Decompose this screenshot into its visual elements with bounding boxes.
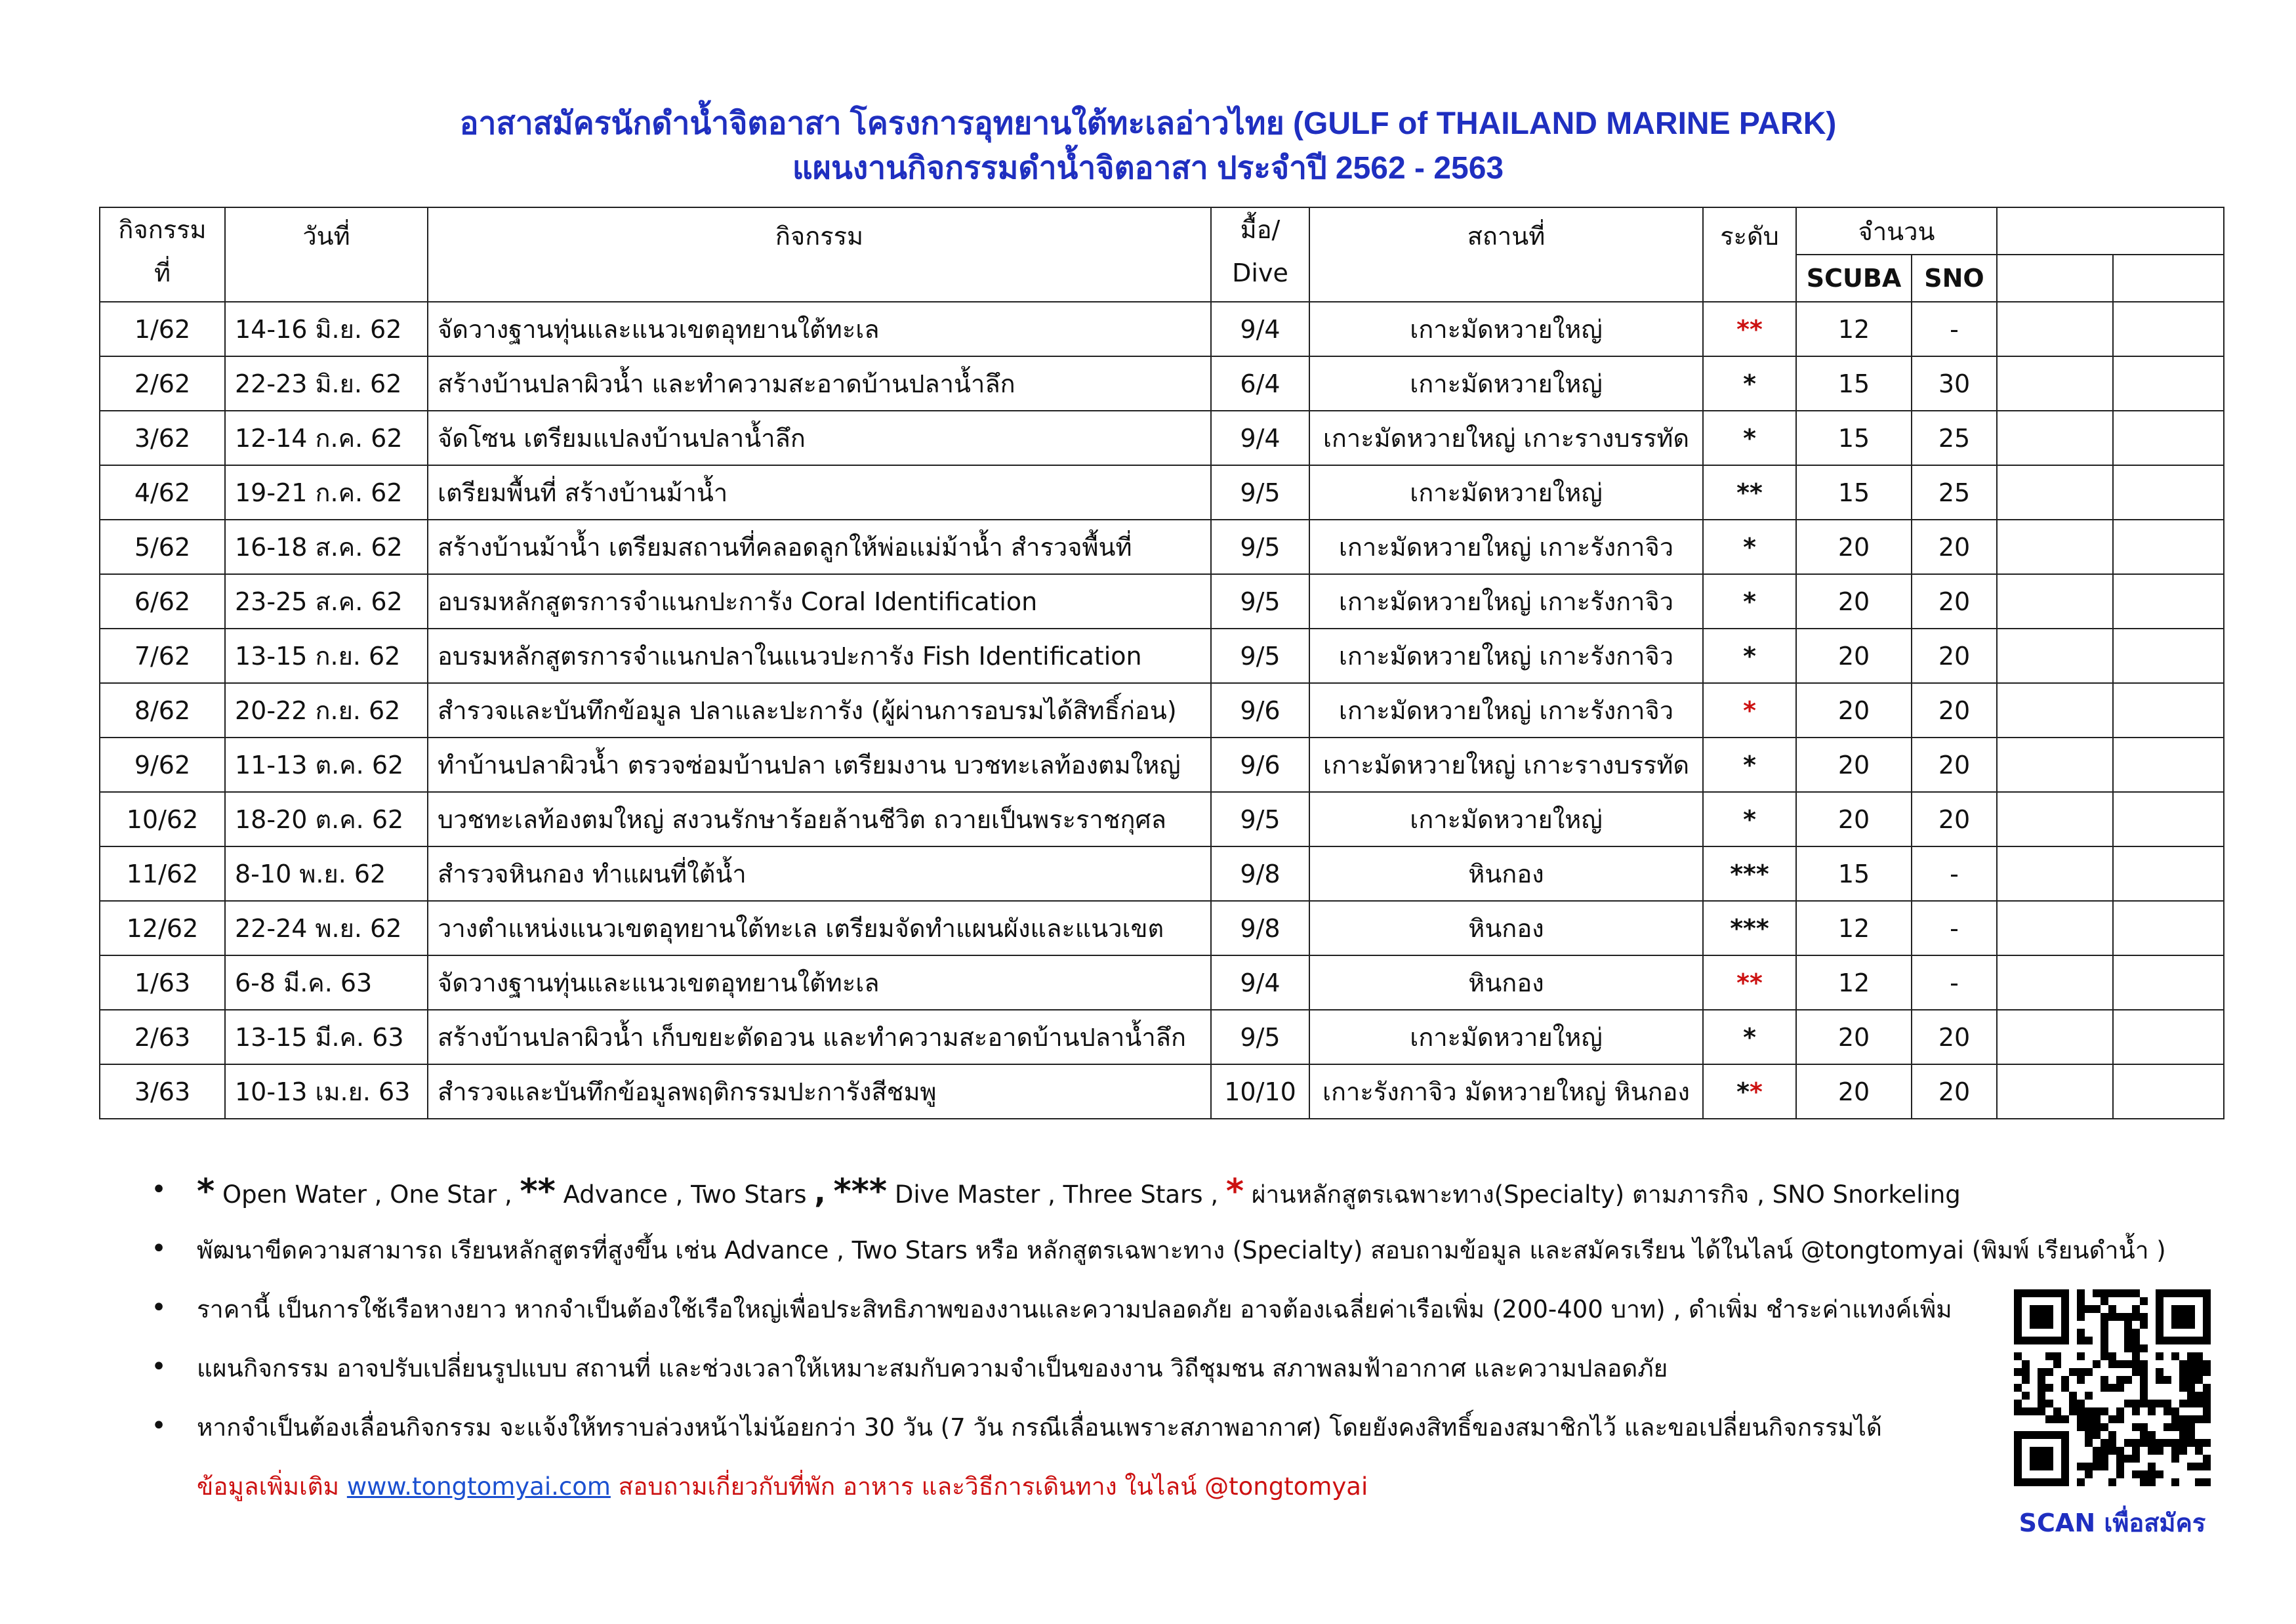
table-row: [100, 574, 2224, 629]
table-row: [100, 955, 2224, 1010]
cell-place: เกาะมัดหวายใหญ่ เกาะรางบรรทัด: [1309, 738, 1703, 792]
qr-code-icon[interactable]: [2014, 1289, 2211, 1486]
cell-level: [1703, 683, 1796, 738]
cell-no: 1/62: [100, 302, 225, 356]
level-stars: *: [1743, 587, 1756, 616]
cell-level: [1703, 955, 1796, 1010]
header-level: ระดับ: [1703, 207, 1796, 302]
level-stars-specialty: *: [1750, 1077, 1763, 1106]
cell-level: [1703, 1010, 1796, 1064]
cell-scuba: 20: [1796, 738, 1912, 792]
cell-no: 3/62: [100, 411, 225, 465]
cell-place: เกาะมัดหวายใหญ่: [1309, 1010, 1703, 1064]
note-training: พัฒนาขีดความสามารถ เรียนหลักสูตรที่สูงขึ้น เช่น Advance , Two Stars หรือ หลักสูตรเฉพาะทาง (Specialty) สอบถามข้อมูล และสมัครเรียน ได้ในไลน์ @tongtomyai (พิมพ์ เรียนดำน้ำ ): [197, 1236, 2166, 1264]
cell-place: เกาะมัดหวายใหญ่: [1309, 302, 1703, 356]
cell-sno: 25: [1912, 411, 1997, 465]
level-stars: *: [1743, 750, 1756, 780]
cell-sno: 20: [1912, 1064, 1997, 1119]
cell-meals: 9/8: [1211, 846, 1309, 901]
cell-meals: 9/5: [1211, 1010, 1309, 1064]
table-row: [100, 683, 2224, 738]
note-plan-change: แผนกิจกรรม อาจปรับเปลี่ยนรูปแบบ สถานที่ และช่วงเวลาให้เหมาะสมกับความจำเป็นของงาน วิถีชุมชน สภาพลมฟ้าอากาศ และความปลอดภัย: [197, 1354, 1668, 1383]
cell-blank: [2113, 465, 2224, 520]
header-place: สถานที่: [1309, 207, 1703, 302]
cell-blank: [2113, 1064, 2224, 1119]
level-stars: *: [1743, 804, 1756, 834]
level-stars: *: [1743, 423, 1756, 453]
cell-blank: [1997, 955, 2113, 1010]
header-blank: [1997, 207, 2224, 255]
cell-sno: 25: [1912, 465, 1997, 520]
cell-no: 3/63: [100, 1064, 225, 1119]
page-title: อาสาสมัครนักดำน้ำจิตอาสา โครงการอุทยานใต้ทะเลอ่าวไทย (GULF of THAILAND MARINE PARK): [459, 106, 1837, 141]
cell-level: [1703, 411, 1796, 465]
header-blank-1: [1997, 255, 2113, 302]
cell-meals: 9/8: [1211, 901, 1309, 955]
schedule-table: [99, 207, 2224, 1119]
cell-meals: 9/6: [1211, 738, 1309, 792]
cell-place: เกาะมัดหวายใหญ่ เกาะรังกาจิว: [1309, 683, 1703, 738]
cell-blank: [2113, 738, 2224, 792]
level-stars: ***: [1730, 859, 1769, 888]
header-blank-2: [2113, 255, 2224, 302]
cell-blank: [1997, 302, 2113, 356]
website-link[interactable]: www.tongtomyai.com: [346, 1472, 611, 1501]
cell-place: เกาะมัดหวายใหญ่ เกาะรังกาจิว: [1309, 520, 1703, 574]
table-row: [100, 629, 2224, 683]
cell-scuba: 12: [1796, 302, 1912, 356]
cell-date: 18-20 ต.ค. 62: [225, 792, 428, 846]
cell-activity: อบรมหลักสูตรการจำแนกปะการัง Coral Identification: [428, 574, 1211, 629]
cell-activity: บวชทะเลท้องตมใหญ่ สงวนรักษาร้อยล้านชีวิต ถวายเป็นพระราชกุศล: [428, 792, 1211, 846]
cell-blank: [2113, 411, 2224, 465]
cell-no: 6/62: [100, 574, 225, 629]
cell-blank: [1997, 574, 2113, 629]
bullet: •: [151, 1234, 167, 1264]
cell-scuba: 20: [1796, 629, 1912, 683]
cell-date: 13-15 มี.ค. 63: [225, 1010, 428, 1064]
cell-blank: [1997, 792, 2113, 846]
cell-blank: [1997, 520, 2113, 574]
cell-activity: จัดโซน เตรียมแปลงบ้านปลาน้ำลึก: [428, 411, 1211, 465]
cell-place: หินกอง: [1309, 901, 1703, 955]
cell-meals: 9/6: [1211, 683, 1309, 738]
table-row: [100, 792, 2224, 846]
cell-scuba: 20: [1796, 1010, 1912, 1064]
cell-place: เกาะมัดหวายใหญ่: [1309, 356, 1703, 411]
cell-date: 13-15 ก.ย. 62: [225, 629, 428, 683]
cell-meals: 9/5: [1211, 574, 1309, 629]
cell-meals: 9/4: [1211, 302, 1309, 356]
cell-level: [1703, 520, 1796, 574]
cell-activity: อบรมหลักสูตรการจำแนกปลาในแนวปะการัง Fish Identification: [428, 629, 1211, 683]
header-meals-dive: มื้อ/ Dive: [1211, 207, 1309, 302]
cell-place: หินกอง: [1309, 846, 1703, 901]
cell-level: [1703, 901, 1796, 955]
cell-sno: -: [1912, 901, 1997, 955]
cell-blank: [1997, 683, 2113, 738]
cell-sno: 20: [1912, 574, 1997, 629]
cell-no: 1/63: [100, 955, 225, 1010]
cell-level: [1703, 846, 1796, 901]
cell-meals: 9/5: [1211, 629, 1309, 683]
cell-blank: [1997, 356, 2113, 411]
cell-place: เกาะมัดหวายใหญ่: [1309, 792, 1703, 846]
cell-scuba: 12: [1796, 955, 1912, 1010]
bullet: •: [151, 1293, 167, 1323]
header-sno: SNO: [1912, 255, 1997, 302]
cell-scuba: 15: [1796, 356, 1912, 411]
level-stars: ***: [1730, 913, 1769, 943]
cell-no: 7/62: [100, 629, 225, 683]
cell-blank: [1997, 1064, 2113, 1119]
cell-scuba: 15: [1796, 846, 1912, 901]
cell-activity: สำรวจหินกอง ทำแผนที่ใต้น้ำ: [428, 846, 1211, 901]
note-boat-price: ราคานี้ เป็นการใช้เรือหางยาว หากจำเป็นต้องใช้เรือใหญ่เพื่อประสิทธิภาพของงานและความปลอดภัย อาจต้องเฉลี่ยค่าเรือเพิ่ม (200-400 บาท) , ดำเพิ่ม ชำระค่าแทงค์เพิ่ม: [197, 1295, 1952, 1323]
cell-level: [1703, 629, 1796, 683]
cell-meals: 6/4: [1211, 356, 1309, 411]
header-no: กิจกรรม ที่: [100, 207, 225, 302]
scan-label: SCAN เพื่อสมัคร: [2019, 1509, 2206, 1537]
level-stars: *: [1736, 1077, 1750, 1106]
cell-activity: จัดวางฐานทุ่นและแนวเขตอุทยานใต้ทะเล: [428, 955, 1211, 1010]
header-activity: กิจกรรม: [428, 207, 1211, 302]
cell-activity: จัดวางฐานทุ่นและแนวเขตอุทยานใต้ทะเล: [428, 302, 1211, 356]
cell-meals: 9/5: [1211, 520, 1309, 574]
cell-scuba: 20: [1796, 792, 1912, 846]
note-postpone: หากจำเป็นต้องเลื่อนกิจกรรม จะแจ้งให้ทราบล่วงหน้าไม่น้อยกว่า 30 วัน (7 วัน กรณีเลื่อนเพราะสภาพอากาศ) โดยยังคงสิทธิ์ของสมาชิกไว้ และขอเปลี่ยนกิจกรรมได้: [197, 1413, 1882, 1442]
level-stars: *: [1743, 1022, 1756, 1052]
cell-blank: [1997, 411, 2113, 465]
header-date: วันที่: [225, 207, 428, 302]
cell-date: 10-13 เม.ย. 63: [225, 1064, 428, 1119]
level-stars-specialty: **: [1736, 968, 1763, 997]
table-row: [100, 1010, 2224, 1064]
table-row: [100, 738, 2224, 792]
page-subtitle: แผนงานกิจกรรมดำน้ำจิตอาสา ประจำปี 2562 - 2563: [792, 151, 1504, 186]
cell-blank: [2113, 792, 2224, 846]
cell-activity: วางตำแหน่งแนวเขตอุทยานใต้ทะเล เตรียมจัดทำแผนผังและแนวเขต: [428, 901, 1211, 955]
cell-scuba: 20: [1796, 574, 1912, 629]
cell-sno: -: [1912, 302, 1997, 356]
cell-place: เกาะมัดหวายใหญ่ เกาะรังกาจิว: [1309, 574, 1703, 629]
level-stars: *: [1743, 641, 1756, 671]
cell-activity: สร้างบ้านม้าน้ำ เตรียมสถานที่คลอดลูกให้พ่อแม่ม้าน้ำ สำรวจพื้นที่: [428, 520, 1211, 574]
cell-meals: 10/10: [1211, 1064, 1309, 1119]
cell-activity: สร้างบ้านปลาผิวน้ำ เก็บขยะตัดอวน และทำความสะอาดบ้านปลาน้ำลึก: [428, 1010, 1211, 1064]
cell-level: [1703, 738, 1796, 792]
cell-blank: [2113, 846, 2224, 901]
cell-no: 2/63: [100, 1010, 225, 1064]
cell-scuba: 15: [1796, 411, 1912, 465]
cell-place: เกาะมัดหวายใหญ่ เกาะรังกาจิว: [1309, 629, 1703, 683]
table-row: [100, 356, 2224, 411]
cell-level: [1703, 356, 1796, 411]
header-row: [100, 207, 2224, 255]
cell-scuba: 12: [1796, 901, 1912, 955]
cell-level: [1703, 465, 1796, 520]
bullet: •: [151, 1175, 167, 1205]
cell-sno: 20: [1912, 520, 1997, 574]
level-stars: *: [1743, 532, 1756, 562]
table-row: [100, 901, 2224, 955]
cell-date: 22-23 มิ.ย. 62: [225, 356, 428, 411]
cell-no: 11/62: [100, 846, 225, 901]
level-stars: *: [1743, 369, 1756, 398]
cell-blank: [2113, 356, 2224, 411]
cell-blank: [2113, 520, 2224, 574]
table-row: [100, 1064, 2224, 1119]
cell-date: 6-8 มี.ค. 63: [225, 955, 428, 1010]
cell-date: 22-24 พ.ย. 62: [225, 901, 428, 955]
cell-sno: 20: [1912, 738, 1997, 792]
table-row: [100, 465, 2224, 520]
cell-no: 4/62: [100, 465, 225, 520]
cell-activity: เตรียมพื้นที่ สร้างบ้านม้าน้ำ: [428, 465, 1211, 520]
cell-sno: -: [1912, 955, 1997, 1010]
cell-date: 19-21 ก.ค. 62: [225, 465, 428, 520]
cell-no: 9/62: [100, 738, 225, 792]
header-count: จำนวน: [1796, 207, 1997, 255]
cell-sno: 20: [1912, 683, 1997, 738]
bullet: •: [151, 1352, 167, 1382]
cell-blank: [2113, 955, 2224, 1010]
cell-blank: [2113, 1010, 2224, 1064]
cell-blank: [2113, 901, 2224, 955]
cell-blank: [1997, 738, 2113, 792]
cell-meals: 9/4: [1211, 411, 1309, 465]
cell-place: เกาะรังกาจิว มัดหวายใหญ่ หินกอง: [1309, 1064, 1703, 1119]
cell-blank: [1997, 1010, 2113, 1064]
cell-no: 10/62: [100, 792, 225, 846]
cell-blank: [1997, 846, 2113, 901]
cell-blank: [2113, 302, 2224, 356]
cell-place: เกาะมัดหวายใหญ่ เกาะรางบรรทัด: [1309, 411, 1703, 465]
cell-sno: 20: [1912, 1010, 1997, 1064]
cell-sno: 20: [1912, 792, 1997, 846]
table-row: [100, 846, 2224, 901]
cell-scuba: 20: [1796, 683, 1912, 738]
cell-no: 5/62: [100, 520, 225, 574]
level-stars-specialty: *: [1743, 696, 1756, 725]
cell-activity: สร้างบ้านปลาผิวน้ำ และทำความสะอาดบ้านปลาน้ำลึก: [428, 356, 1211, 411]
cell-meals: 9/5: [1211, 792, 1309, 846]
cell-blank: [2113, 683, 2224, 738]
cell-place: หินกอง: [1309, 955, 1703, 1010]
cell-date: 16-18 ส.ค. 62: [225, 520, 428, 574]
cell-scuba: 20: [1796, 1064, 1912, 1119]
cell-no: 8/62: [100, 683, 225, 738]
cell-place: เกาะมัดหวายใหญ่: [1309, 465, 1703, 520]
legend-line: * Open Water , One Star , ** Advance , Two Stars , *** Dive Master , Three Stars , * ผ่านหลักสูตรเฉพาะทาง(Specialty) ตามภารกิจ , SNO Snorkeling: [197, 1172, 1961, 1211]
cell-date: 8-10 พ.ย. 62: [225, 846, 428, 901]
cell-date: 11-13 ต.ค. 62: [225, 738, 428, 792]
cell-meals: 9/4: [1211, 955, 1309, 1010]
cell-date: 23-25 ส.ค. 62: [225, 574, 428, 629]
cell-activity: สำรวจและบันทึกข้อมูลพฤติกรรมปะการังสีชมพู: [428, 1064, 1211, 1119]
cell-blank: [1997, 901, 2113, 955]
cell-level: [1703, 302, 1796, 356]
table-row: [100, 520, 2224, 574]
cell-sno: 30: [1912, 356, 1997, 411]
cell-activity: สำรวจและบันทึกข้อมูล ปลาและปะการัง (ผู้ผ่านการอบรมได้สิทธิ์ก่อน): [428, 683, 1211, 738]
header-scuba: SCUBA: [1796, 255, 1912, 302]
cell-no: 2/62: [100, 356, 225, 411]
cell-sno: 20: [1912, 629, 1997, 683]
level-stars-specialty: **: [1736, 314, 1763, 344]
bullet: •: [151, 1411, 167, 1441]
cell-date: 20-22 ก.ย. 62: [225, 683, 428, 738]
cell-blank: [1997, 629, 2113, 683]
cell-blank: [2113, 574, 2224, 629]
table-row: [100, 302, 2224, 356]
cell-sno: -: [1912, 846, 1997, 901]
cell-level: [1703, 1064, 1796, 1119]
cell-blank: [1997, 465, 2113, 520]
more-info: ข้อมูลเพิ่มเติม www.tongtomyai.com สอบถามเกี่ยวกับที่พัก อาหาร และวิธีการเดินทาง ในไลน์ @tongtomyai: [197, 1472, 1368, 1501]
cell-no: 12/62: [100, 901, 225, 955]
cell-activity: ทำบ้านปลาผิวน้ำ ตรวจซ่อมบ้านปลา เตรียมงาน บวชทะเลท้องตมใหญ่: [428, 738, 1211, 792]
cell-scuba: 20: [1796, 520, 1912, 574]
cell-date: 14-16 มิ.ย. 62: [225, 302, 428, 356]
level-stars: **: [1736, 478, 1763, 507]
cell-date: 12-14 ก.ค. 62: [225, 411, 428, 465]
cell-level: [1703, 574, 1796, 629]
cell-level: [1703, 792, 1796, 846]
cell-meals: 9/5: [1211, 465, 1309, 520]
cell-scuba: 15: [1796, 465, 1912, 520]
cell-blank: [2113, 629, 2224, 683]
table-row: [100, 411, 2224, 465]
